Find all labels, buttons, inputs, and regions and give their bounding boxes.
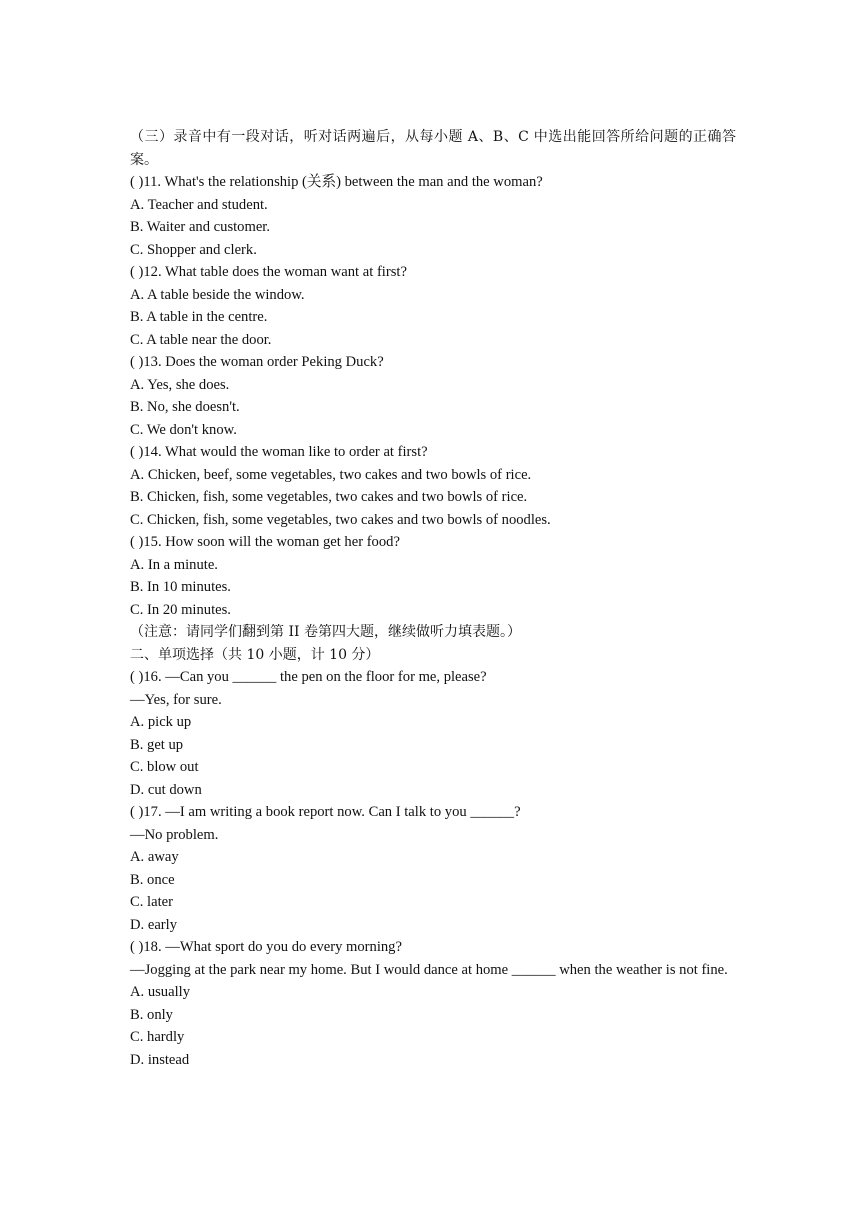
question-18-option-a: A. usually [130, 984, 190, 1000]
question-12-option-a: A. A table beside the window. [130, 286, 305, 303]
question-13-stem: ( )13. Does the woman order Peking Duck? [130, 354, 384, 370]
question-11-option-a: A. Teacher and student. [130, 196, 268, 213]
question-11-stem: ( )11. What's the relationship (关系) between the man and the woman? [130, 174, 543, 190]
question-13-option-c: C. We don't know. [130, 421, 237, 438]
question-15-option-c: C. In 20 minutes. [130, 601, 231, 618]
question-16-option-b: B. get up [130, 736, 184, 753]
question-12-stem: ( )12. What table does the woman want at first? [130, 264, 407, 280]
question-18-option-b: B. only [130, 1006, 173, 1023]
question-16-reply: —Yes, for sure. [130, 691, 222, 708]
question-17-option-c: C. later [130, 894, 173, 910]
question-15-option-b: B. In 10 minutes. [130, 579, 231, 595]
question-12-option-b: B. A table in the centre. [130, 309, 268, 325]
document-content [130, 126, 736, 1071]
question-11-option-b: B. Waiter and customer. [130, 219, 271, 235]
question-16-stem: ( )16. —Can you ______ the pen on the floor for me, please? [130, 669, 487, 685]
question-17-reply: —No problem. [130, 826, 219, 843]
question-14-option-c: C. Chicken, fish, some vegetables, two cakes and two bowls of noodles. [130, 511, 551, 528]
question-18-option-d: D. instead [130, 1051, 190, 1068]
question-14-option-b: B. Chicken, fish, some vegetables, two cakes and two bowls of rice. [130, 489, 528, 505]
question-18-stem: ( )18. —What sport do you do every morning? [130, 939, 402, 955]
question-17-option-a: A. away [130, 849, 179, 865]
section-three-intro: （三）录音中有一段对话，听对话两遍后，从每小题 A、B、C 中选出能回答所给问题的正确答案。 [130, 129, 736, 168]
section-two-title: 二、单项选择（共 10 小题，计 10 分） [130, 646, 380, 663]
question-17-option-d: D. early [130, 916, 178, 933]
question-11-option-c: C. Shopper and clerk. [130, 241, 257, 258]
question-16-option-d: D. cut down [130, 781, 202, 798]
question-13-option-a: A. Yes, she does. [130, 376, 230, 393]
question-12-option-c: C. A table near the door. [130, 331, 272, 348]
question-15-option-a: A. In a minute. [130, 556, 218, 573]
question-17-option-b: B. once [130, 871, 175, 888]
question-14-option-a: A. Chicken, beef, some vegetables, two cakes and two bowls of rice. [130, 466, 532, 483]
question-18-reply: —Jogging at the park near my home. But I would dance at home ______ when the weather is not fine. [130, 961, 728, 978]
listening-note: （注意：请同学们翻到第 II 卷第四大题，继续做听力填表题。） [130, 624, 521, 640]
question-13-option-b: B. No, she doesn't. [130, 399, 240, 415]
question-16-option-c: C. blow out [130, 759, 199, 775]
question-15-stem: ( )15. How soon will the woman get her food? [130, 534, 400, 550]
question-17-stem: ( )17. —I am writing a book report now. Can I talk to you ______? [130, 804, 521, 820]
question-16-option-a: A. pick up [130, 714, 192, 730]
question-14-stem: ( )14. What would the woman like to order at first? [130, 444, 428, 460]
question-18-option-c: C. hardly [130, 1029, 185, 1045]
